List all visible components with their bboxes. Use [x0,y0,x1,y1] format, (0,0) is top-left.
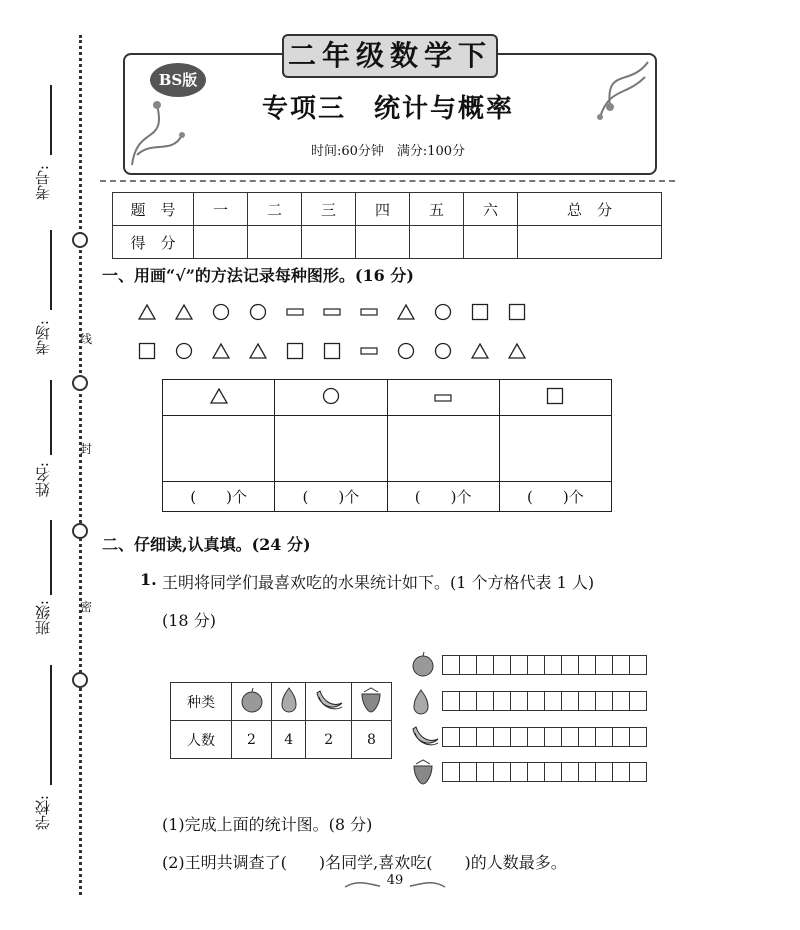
score-blank-cell[interactable] [194,226,248,259]
triangle-shape-icon [175,303,193,321]
fruit-kind-row [171,683,392,721]
binding-hole [72,232,88,248]
pictograph-cell[interactable] [510,691,527,711]
banana-icon [410,723,440,753]
label-exam-number: 考号: [34,165,52,201]
banana-icon [306,683,352,721]
score-header-cell: 五 [410,193,464,226]
score-blank-cell[interactable] [518,226,662,259]
circle-shape-icon [434,342,452,360]
pictograph-cell[interactable] [442,655,459,675]
pictograph-cell[interactable] [493,727,510,747]
question-points: (18 分) [162,611,216,630]
time-score-info: 时间:60分钟 满分:100分 [310,144,466,159]
tally-record-cell[interactable] [163,416,275,482]
pictograph-cell[interactable] [459,762,476,782]
triangle-shape-icon [508,342,526,360]
fruit-count-label: 人数 [171,721,232,759]
score-header-cell: 三 [302,193,356,226]
fruit-count-cell: 4 [272,721,306,759]
score-blank-cell[interactable] [356,226,410,259]
pictograph-cell[interactable] [510,655,527,675]
pictograph-cell[interactable] [561,655,578,675]
pictograph-row [442,762,647,782]
triangle-shape-icon [212,342,230,360]
pictograph-cell[interactable] [561,727,578,747]
pictograph-cell[interactable] [459,655,476,675]
tally-count-cell[interactable]: ( )个 [499,482,611,512]
square-shape-icon [138,342,156,360]
pictograph-cell[interactable] [442,762,459,782]
square-shape-icon [471,303,489,321]
rect-shape-icon [360,303,378,321]
pictograph-cell[interactable] [612,691,629,711]
pictograph-cell[interactable] [493,655,510,675]
pictograph-cell[interactable] [476,691,493,711]
score-blank-cell[interactable] [302,226,356,259]
blank-class[interactable] [50,520,52,595]
tally-header-square-icon [499,380,611,416]
circle-shape-icon [249,303,267,321]
tally-record-row [163,416,612,482]
pictograph-cell[interactable] [561,762,578,782]
pictograph-cell[interactable] [544,727,561,747]
pictograph-cell[interactable] [595,655,612,675]
shape-row-2 [138,342,526,360]
fruit-count-cell: 8 [351,721,391,759]
square-shape-icon [286,342,304,360]
pictograph-cell[interactable] [578,762,595,782]
label-class: 班级: [34,600,52,636]
pictograph-cell[interactable] [612,762,629,782]
side-word-feng: 封 [80,442,93,456]
fruit-kind-label: 种类 [171,683,232,721]
pictograph-cell[interactable] [595,727,612,747]
score-row-label: 得 分 [113,226,194,259]
circle-shape-icon [212,303,230,321]
tally-count-cell[interactable]: ( )个 [387,482,499,512]
question-text: 王明将同学们最喜欢吃的水果统计如下。(1 个方格代表 1 人) [162,573,595,592]
edition-badge: BS版 [150,63,206,97]
binding-hole [72,523,88,539]
pictograph-cell[interactable] [578,691,595,711]
divider [100,180,675,186]
side-word-xian: 线 [80,332,93,346]
side-word-mi: 密 [80,600,93,614]
pictograph-cell[interactable] [476,727,493,747]
section2-title: 二、仔细读,认真填。(24 分) [102,535,311,554]
triangle-shape-icon [138,303,156,321]
pictograph-cell[interactable] [527,727,544,747]
tally-record-cell[interactable] [275,416,387,482]
pictograph-cell[interactable] [544,762,561,782]
shape-row-1 [138,303,526,321]
pictograph-cell[interactable] [476,655,493,675]
pictograph-cell[interactable] [544,655,561,675]
pictograph-row [442,655,647,675]
binding-dotted-line [79,35,82,895]
pictograph-cell[interactable] [595,691,612,711]
strawberry-icon [410,758,436,790]
score-header-cell: 四 [356,193,410,226]
pictograph-cell[interactable] [459,691,476,711]
label-exam-room: 考场: [34,320,52,356]
pictograph-cell[interactable] [527,655,544,675]
pictograph-cell[interactable] [612,727,629,747]
page-number: 49 [340,873,450,895]
pictograph-cell[interactable] [493,691,510,711]
score-blank-cell[interactable] [464,226,518,259]
rect-shape-icon [323,303,341,321]
apple-icon [232,683,272,721]
pictograph-cell[interactable] [629,727,647,747]
pictograph-cell[interactable] [510,762,527,782]
score-table [112,192,662,259]
tally-header-rect-icon [387,380,499,416]
circle-shape-icon [175,342,193,360]
fruit-count-cell: 2 [306,721,352,759]
binding-hole [72,375,88,391]
score-table-score-row [113,226,662,259]
pictograph-row [442,727,647,747]
tally-table [162,379,612,512]
strawberry-icon [351,683,391,721]
section1-title: 一、用画“√”的方法记录每种图形。(16 分) [102,266,414,285]
pear-icon [410,687,432,721]
label-name: 姓名: [34,462,52,498]
pictograph-cell[interactable] [629,655,647,675]
pictograph-cell[interactable] [459,727,476,747]
score-header-cell: 一 [194,193,248,226]
rect-shape-icon [360,342,378,360]
binding-hole [72,672,88,688]
blank-exam-room[interactable] [50,230,52,310]
pictograph-cell[interactable] [595,762,612,782]
page-title: 专项三 统计与概率 [261,94,514,124]
score-blank-cell[interactable] [410,226,464,259]
triangle-shape-icon [397,303,415,321]
pictograph-cell[interactable] [629,691,647,711]
sub-question-1: (1)完成上面的统计图。(8 分) [162,815,373,834]
pictograph-cell[interactable] [612,655,629,675]
pictograph-cell[interactable] [544,691,561,711]
blank-exam-number[interactable] [50,85,52,155]
circle-shape-icon [397,342,415,360]
label-school: 学校: [34,795,52,831]
fruit-count-row [171,721,392,759]
rect-shape-icon [286,303,304,321]
score-blank-cell[interactable] [248,226,302,259]
sub-question-2: (2)王明共调查了( )名同学,喜欢吃( )的人数最多。 [162,853,567,872]
score-header-cell: 题 号 [113,193,194,226]
square-shape-icon [508,303,526,321]
pictograph-cell[interactable] [476,762,493,782]
score-header-cell: 总 分 [518,193,662,226]
tally-header-circle-icon [275,380,387,416]
pictograph-cell[interactable] [493,762,510,782]
triangle-shape-icon [471,342,489,360]
tally-header-triangle-icon [163,380,275,416]
pictograph-cell[interactable] [510,727,527,747]
pear-icon [272,683,306,721]
pictograph-cell[interactable] [527,762,544,782]
blank-school[interactable] [50,665,52,785]
question-number: 1. [140,570,157,589]
tally-count-row [163,482,612,512]
pictograph-cell[interactable] [442,691,459,711]
pictograph-cell[interactable] [561,691,578,711]
pictograph-cell[interactable] [578,655,595,675]
fruit-table [170,682,392,759]
square-shape-icon [323,342,341,360]
pictograph-cell[interactable] [578,727,595,747]
fruit-count-cell: 2 [232,721,272,759]
grade-banner: 二年级数学下 [282,34,498,78]
pictograph-cell[interactable] [629,762,647,782]
tally-header-row [163,380,612,416]
score-table-header-row [113,193,662,226]
pictograph-cell[interactable] [442,727,459,747]
pictograph-cell[interactable] [527,691,544,711]
score-header-cell: 六 [464,193,518,226]
tally-record-cell[interactable] [499,416,611,482]
pictograph-row [442,691,647,711]
blank-name[interactable] [50,380,52,455]
apple-icon [410,651,436,681]
tally-count-cell[interactable]: ( )个 [275,482,387,512]
triangle-shape-icon [249,342,267,360]
circle-shape-icon [434,303,452,321]
tally-record-cell[interactable] [387,416,499,482]
tally-count-cell[interactable]: ( )个 [163,482,275,512]
score-header-cell: 二 [248,193,302,226]
